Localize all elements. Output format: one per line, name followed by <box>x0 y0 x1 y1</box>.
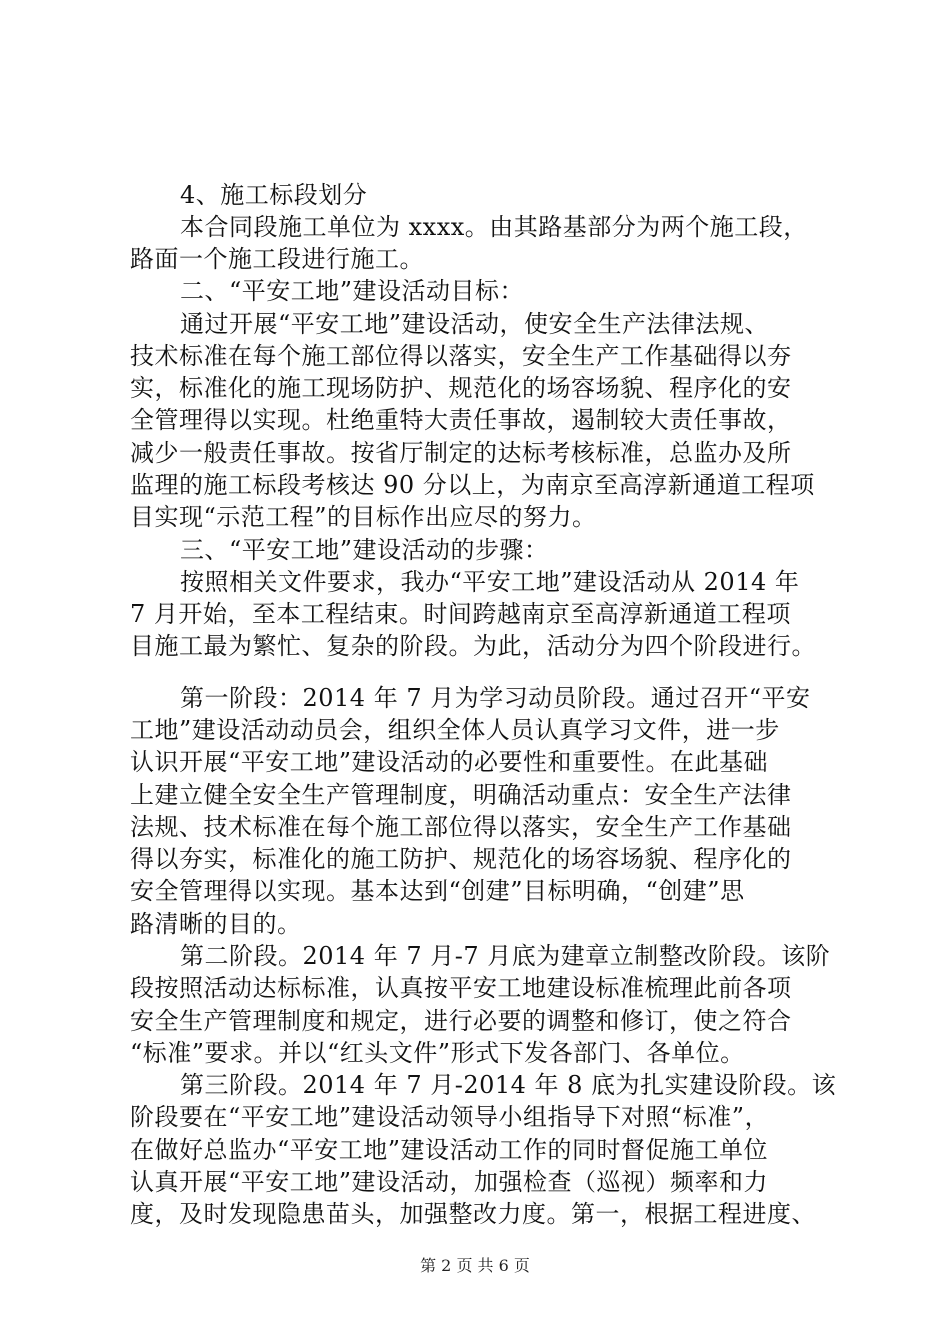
text-line: 得以夯实，标准化的施工防护、规范化的场容场貌、程序化的 <box>130 845 792 873</box>
section-heading: 三、“平安工地”建设活动的步骤： <box>180 536 549 564</box>
text-line: 认真开展“平安工地”建设活动，加强检查（巡视）频率和力 <box>130 1168 769 1196</box>
text-line: 按照相关文件要求，我办“平安工地”建设活动从 2014 年 <box>180 568 800 596</box>
text-line: 减少一般责任事故。按省厅制定的达标考核标准，总监办及所 <box>130 439 792 467</box>
text-line: 认识开展“平安工地”建设活动的必要性和重要性。在此基础 <box>130 748 769 776</box>
text-line: 安全管理得以实现。基本达到“创建”目标明确，“创建”思 <box>130 877 745 905</box>
text-line: 监理的施工标段考核达 90 分以上，为南京至高淳新通道工程项 <box>130 471 815 499</box>
text-line: 4、施工标段划分 <box>180 181 368 209</box>
text-line: 7 月开始，至本工程结束。时间跨越南京至高淳新通道工程项 <box>130 600 791 628</box>
text-line: “标准”要求。并以“红头文件”形式下发各部门、各单位。 <box>130 1039 745 1067</box>
text-line: 法规、技术标准在每个施工部位得以落实，安全生产工作基础 <box>130 813 792 841</box>
text-line: 段按照活动达标标准，认真按平安工地建设标准梳理此前各项 <box>130 974 792 1002</box>
text-line: 第二阶段。2014 年 7 月-7 月底为建章立制整改阶段。该阶 <box>180 942 831 970</box>
text-line: 全管理得以实现。杜绝重特大责任事故，遏制较大责任事故， <box>130 406 792 434</box>
text-line: 阶段要在“平安工地”建设活动领导小组指导下对照“标准”， <box>130 1103 770 1131</box>
page-number-footer: 第 2 页 共 6 页 <box>420 1256 530 1275</box>
text-line: 上建立健全安全生产管理制度，明确活动重点：安全生产法律 <box>130 781 792 809</box>
text-line: 本合同段施工单位为 xxxx。由其路基部分为两个施工段， <box>180 213 808 241</box>
text-line: 路清晰的目的。 <box>130 910 302 938</box>
section-heading: 二、“平安工地”建设活动目标： <box>180 277 525 305</box>
text-line: 技术标准在每个施工部位得以落实，安全生产工作基础得以夯 <box>130 342 792 370</box>
text-line: 目施工最为繁忙、复杂的阶段。为此，活动分为四个阶段进行。 <box>130 632 816 660</box>
text-line: 工地”建设活动动员会，组织全体人员认真学习文件，进一步 <box>130 716 780 744</box>
text-line: 实，标准化的施工现场防护、规范化的场容场貌、程序化的安 <box>130 374 792 402</box>
text-line: 在做好总监办“平安工地”建设活动工作的同时督促施工单位 <box>130 1136 769 1164</box>
text-line: 目实现“示范工程”的目标作出应尽的努力。 <box>130 503 597 531</box>
text-line: 通过开展“平安工地”建设活动，使安全生产法律法规、 <box>180 310 770 338</box>
text-line: 路面一个施工段进行施工。 <box>130 245 424 273</box>
text-line: 第三阶段。2014 年 7 月-2014 年 8 底为扎实建设阶段。该 <box>180 1071 837 1099</box>
text-line: 安全生产管理制度和规定，进行必要的调整和修订，使之符合 <box>130 1007 792 1035</box>
text-line: 度，及时发现隐患苗头，加强整改力度。第一，根据工程进度、 <box>130 1200 816 1228</box>
text-line: 第一阶段：2014 年 7 月为学习动员阶段。通过召开“平安 <box>180 684 811 712</box>
